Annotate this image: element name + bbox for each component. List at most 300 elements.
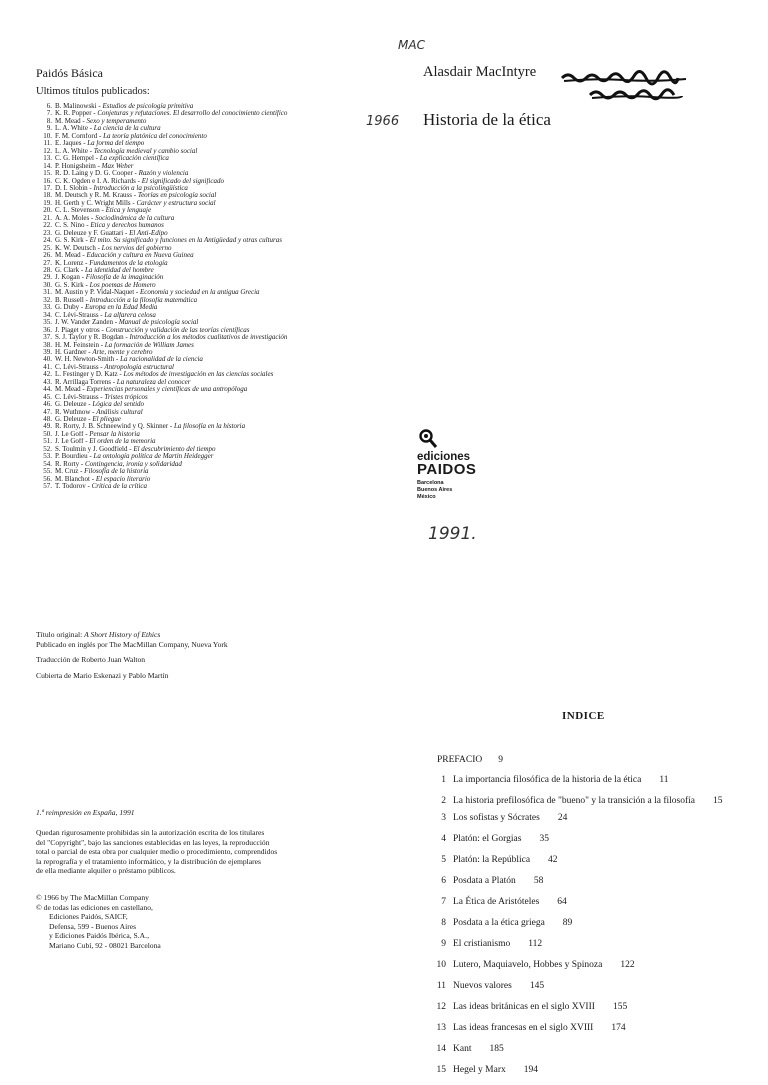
toc-chapter-title: La importancia filosófica de la historia de la ética 11 bbox=[453, 775, 669, 785]
title-list-item bbox=[38, 282, 378, 289]
copyright-line: y Ediciones Paidós Ibérica, S.A., bbox=[49, 931, 149, 940]
title-number: 54. bbox=[43, 460, 52, 468]
title-list-item bbox=[38, 371, 378, 378]
title-name: El descubrimiento del tiempo bbox=[133, 445, 216, 453]
title-name: La identidad del hombre bbox=[84, 266, 154, 274]
copyright-line: © 1966 by The MacMillan Company bbox=[36, 893, 149, 902]
title-author: L. A. White - bbox=[55, 125, 93, 133]
title-list-item bbox=[38, 207, 378, 214]
title-author: M. Cruz - bbox=[55, 468, 83, 476]
title-author: K. Lorenz - bbox=[55, 259, 88, 267]
title-list-item bbox=[38, 200, 378, 207]
title-list-item bbox=[38, 364, 378, 371]
toc-entry bbox=[430, 875, 750, 887]
publisher-name-line2: PAIDOS bbox=[417, 461, 477, 478]
title-number: 57. bbox=[43, 483, 52, 491]
toc-preface-label: PREFACIO bbox=[437, 755, 483, 765]
toc-chapter-title: Hegel y Marx 194 bbox=[453, 1065, 539, 1075]
title-name: Experiencias personales y científicas de una antropóloga bbox=[86, 386, 248, 394]
title-number: 9. bbox=[46, 125, 52, 133]
title-number: 26. bbox=[43, 252, 52, 260]
title-author: J. Kogan - bbox=[55, 274, 84, 282]
handwritten-note-top: MAC bbox=[398, 38, 425, 52]
title-list-item bbox=[38, 423, 378, 430]
toc-page-number: 42 bbox=[548, 855, 558, 865]
rights-line: Quedan rigurosamente prohibidas sin la autorización escrita de los titulares bbox=[36, 828, 265, 837]
toc-page-number: 64 bbox=[557, 897, 567, 907]
title-author: T. Todorov - bbox=[55, 483, 90, 491]
title-list-item bbox=[38, 185, 378, 192]
title-author: R. Wuthnow - bbox=[55, 408, 95, 416]
title-name: Estudios de psicología primitiva bbox=[102, 103, 194, 110]
title-number: 8. bbox=[46, 117, 52, 125]
toc-chapter-number: 14 bbox=[436, 1044, 446, 1054]
published-titles-list bbox=[38, 103, 378, 491]
title-number: 39. bbox=[43, 348, 52, 356]
title-number: 44. bbox=[43, 386, 52, 394]
title-list-item bbox=[38, 289, 378, 296]
cover-line: Cubierta de Mario Eskenazi y Pablo Martín bbox=[36, 670, 169, 680]
title-number: 48. bbox=[43, 416, 52, 424]
title-number: 53. bbox=[43, 453, 52, 461]
title-list-item bbox=[38, 133, 378, 140]
toc-page-number: 194 bbox=[523, 1065, 539, 1075]
title-list-item bbox=[38, 476, 378, 483]
title-author: H. Gardner - bbox=[55, 348, 91, 356]
title-author: C. G. Hempel - bbox=[55, 155, 98, 163]
title-author: C. K. Ogden e I. A. Richards - bbox=[55, 177, 140, 185]
title-list-item bbox=[38, 483, 378, 490]
rights-line: total o parcial de esta obra por cualquier medio o procedimiento, comprendidos bbox=[36, 847, 278, 856]
title-author: P. Bourdieu - bbox=[55, 453, 92, 461]
title-author: G. S. Kirk - bbox=[55, 281, 88, 289]
title-number: 29. bbox=[43, 274, 52, 282]
title-author: H. Gerth y C. Wright Mills - bbox=[55, 199, 135, 207]
title-name: El pliegue bbox=[92, 416, 121, 424]
title-author: F. M. Cornford - bbox=[55, 132, 102, 140]
title-author: M. Mead - bbox=[55, 386, 85, 394]
toc-chapter-title: Las ideas británicas en el siglo XVIII 155 bbox=[453, 1002, 628, 1012]
toc-chapter-title: El cristianismo 112 bbox=[453, 939, 543, 949]
title-list-item bbox=[38, 297, 378, 304]
title-name: Max Weber bbox=[101, 162, 134, 170]
title-author: C. Lévi-Strauss - bbox=[55, 363, 103, 371]
title-author: J. Le Goff - bbox=[55, 438, 88, 446]
title-list-item bbox=[38, 267, 378, 274]
title-author: M. Mead - bbox=[55, 252, 85, 260]
title-name: Conjeturas y refutaciones. El desarrollo del conocimiento científico bbox=[97, 110, 288, 118]
title-name: Filosofía de la imaginación bbox=[85, 274, 164, 282]
toc-entry bbox=[430, 1064, 750, 1076]
title-author: W. H. Newton-Smith - bbox=[55, 356, 119, 364]
title-author: R. Rorty, J. B. Schneewind y Q. Skinner - bbox=[55, 423, 173, 431]
title-author: J. Le Goff - bbox=[55, 430, 88, 438]
title-list-item bbox=[38, 252, 378, 259]
title-number: 10. bbox=[43, 132, 52, 140]
title-name: Introducción a la filosofía matemática bbox=[89, 296, 198, 304]
title-number: 37. bbox=[43, 334, 52, 342]
title-list-item bbox=[38, 356, 378, 363]
title-number: 14. bbox=[43, 162, 52, 170]
title-number: 24. bbox=[43, 237, 52, 245]
title-name: Contingencia, ironía y solidaridad bbox=[84, 460, 182, 468]
toc-page-number: 112 bbox=[528, 939, 543, 949]
toc-entry bbox=[430, 774, 750, 786]
toc-chapter-title: La historia prefilosófica de "bueno" y la transición a la filosofía 15 bbox=[453, 796, 723, 806]
copyright-block bbox=[36, 893, 161, 950]
title-author: M. Austin y P. Vidal-Naquet - bbox=[55, 289, 139, 297]
title-number: 45. bbox=[43, 393, 52, 401]
original-title-line: Título original: A Short History of Ethics bbox=[36, 630, 161, 639]
title-name: Tristes trópicos bbox=[104, 393, 148, 401]
title-list-item bbox=[38, 312, 378, 319]
toc-entry bbox=[430, 1043, 750, 1055]
title-number: 35. bbox=[43, 319, 52, 327]
title-name: Análisis cultural bbox=[96, 408, 143, 416]
title-author: J. W. Vander Zanden - bbox=[55, 319, 118, 327]
title-name: Razón y violencia bbox=[138, 170, 189, 178]
title-number: 56. bbox=[43, 475, 52, 483]
title-name: El mito. Su significado y funciones en la Antigüedad y otras culturas bbox=[89, 237, 282, 245]
copyright-line: Mariano Cubí, 92 - 08021 Barcelona bbox=[49, 940, 161, 950]
title-author: R. Rorty - bbox=[55, 460, 84, 468]
toc-chapter-number: 11 bbox=[436, 981, 446, 991]
title-author: D. I. Slobin - bbox=[55, 184, 92, 192]
title-name: Introducción a los métodos cualitativos de investigación bbox=[129, 334, 288, 342]
title-list-item bbox=[38, 110, 378, 117]
toc-entry bbox=[430, 938, 750, 950]
toc-page-number: 185 bbox=[489, 1044, 504, 1054]
published-in-line: Publicado en inglés por The MacMillan Company, Nueva York bbox=[36, 639, 228, 649]
title-number: 18. bbox=[43, 192, 52, 200]
title-list-item bbox=[38, 334, 378, 341]
title-author: C. S. Nino - bbox=[55, 222, 89, 230]
title-list-item bbox=[38, 163, 378, 170]
title-number: 30. bbox=[43, 281, 52, 289]
title-list-item bbox=[38, 170, 378, 177]
title-author: J. Piaget y otros - bbox=[55, 326, 104, 334]
title-list-item bbox=[38, 304, 378, 311]
copyright-line: Defensa, 599 - Buenos Aires bbox=[49, 921, 137, 931]
publisher-name-line1: ediciones bbox=[417, 451, 471, 463]
title-list-item bbox=[38, 386, 378, 393]
title-list-item bbox=[38, 125, 378, 132]
series-title: Paidós Básica bbox=[36, 66, 103, 80]
title-author: L. Festinger y D. Katz - bbox=[55, 371, 122, 379]
title-list-item bbox=[38, 103, 378, 110]
title-number: 31. bbox=[43, 289, 52, 297]
toc-page-number: 58 bbox=[533, 876, 544, 886]
title-list-item bbox=[38, 327, 378, 334]
publisher-cities bbox=[417, 480, 497, 501]
toc-chapter-number: 9 bbox=[441, 939, 446, 949]
list-heading: Ultimos títulos publicados: bbox=[36, 86, 150, 97]
toc-chapter-title: Posdata a Platón 58 bbox=[453, 876, 544, 886]
toc-page-number: 122 bbox=[620, 960, 635, 970]
title-list-item bbox=[38, 461, 378, 468]
title-list-item bbox=[38, 155, 378, 162]
toc-chapter-title: La Ética de Aristóteles 64 bbox=[453, 897, 567, 907]
title-list-item bbox=[38, 245, 378, 252]
title-author: M. Blanchot - bbox=[55, 475, 95, 483]
title-list-item bbox=[38, 416, 378, 423]
toc-chapter-title: Lutero, Maquiavelo, Hobbes y Spinoza 122 bbox=[453, 960, 635, 970]
toc-chapter-number: 13 bbox=[436, 1023, 446, 1033]
title-author: A. A. Moles - bbox=[55, 214, 94, 222]
toc-entry bbox=[430, 854, 750, 866]
title-list-item bbox=[38, 349, 378, 356]
title-list-item bbox=[38, 342, 378, 349]
title-list-item bbox=[38, 260, 378, 267]
title-list-item bbox=[38, 274, 378, 281]
toc-chapter-number: 8 bbox=[441, 918, 446, 928]
title-list-item bbox=[38, 431, 378, 438]
title-number: 27. bbox=[43, 259, 52, 267]
toc-chapter-title: Kant 185 bbox=[453, 1044, 504, 1054]
title-name: Los métodos de investigación en las ciencias sociales bbox=[123, 371, 274, 379]
title-name: Carácter y estructura social bbox=[136, 199, 216, 207]
toc-page-number: 89 bbox=[562, 918, 573, 928]
title-number: 20. bbox=[43, 207, 52, 215]
title-author: G. Clark - bbox=[55, 266, 84, 274]
title-author: G. Duby - bbox=[55, 304, 84, 312]
title-number: 41. bbox=[43, 363, 52, 371]
toc-chapter-number: 2 bbox=[441, 796, 446, 806]
title-author: B. Malinowski - bbox=[55, 103, 101, 110]
title-author: R. Arrillaga Torrens - bbox=[55, 378, 116, 386]
toc-preface-page: 9 bbox=[498, 755, 503, 765]
title-author: E. Jaques - bbox=[55, 140, 86, 148]
title-author: C. Lévi-Strauss - bbox=[55, 311, 103, 319]
title-list-item bbox=[38, 379, 378, 386]
toc-page-number: 15 bbox=[713, 796, 723, 806]
title-number: 38. bbox=[43, 341, 52, 349]
title-number: 36. bbox=[43, 326, 52, 334]
toc-entry bbox=[430, 917, 750, 929]
toc-entry bbox=[430, 980, 750, 992]
toc-entry bbox=[430, 795, 750, 807]
title-name: La naturaleza del conocer bbox=[116, 378, 191, 386]
title-list-item bbox=[38, 394, 378, 401]
title-number: 22. bbox=[43, 222, 52, 230]
publisher-city: Buenos Aires bbox=[417, 487, 453, 493]
toc-entry bbox=[430, 812, 750, 824]
title-name: Educación y cultura en Nueva Guinea bbox=[86, 252, 194, 260]
title-name: Lógica del sentido bbox=[92, 401, 145, 409]
title-number: 55. bbox=[43, 468, 52, 476]
rights-notice bbox=[36, 828, 366, 876]
toc-chapter-title: Nuevos valores 145 bbox=[453, 981, 545, 991]
title-list-item bbox=[38, 409, 378, 416]
toc-chapter-title: Los sofistas y Sócrates 24 bbox=[453, 813, 568, 823]
title-number: 52. bbox=[43, 445, 52, 453]
title-author: K. W. Deutsch - bbox=[55, 244, 100, 252]
title-list-item bbox=[38, 401, 378, 408]
toc-chapter-number: 3 bbox=[441, 813, 446, 823]
toc-chapter-title: Posdata a la ética griega 89 bbox=[453, 918, 573, 928]
toc-page-number: 145 bbox=[529, 981, 545, 991]
title-name: Los nervios del gobierno bbox=[101, 244, 172, 252]
title-list-item bbox=[38, 453, 378, 460]
title-name: La ciencia de la cultura bbox=[93, 125, 161, 133]
title-author: L. A. White - bbox=[55, 147, 93, 155]
title-name: Arte, mente y cerebro bbox=[92, 348, 153, 356]
publisher-logo-icon bbox=[417, 428, 439, 450]
title-number: 15. bbox=[43, 170, 52, 178]
title-author: S. Toulmin y J. Goodfield - bbox=[55, 445, 132, 453]
title-author: C. Lévi-Strauss - bbox=[55, 393, 103, 401]
title-name: Filosofía de la historia bbox=[84, 468, 149, 476]
toc-entry bbox=[430, 896, 750, 908]
title-number: 11. bbox=[43, 140, 52, 148]
handwritten-year-note: 1966 bbox=[366, 114, 400, 129]
book-author: Alasdair MacIntyre bbox=[423, 64, 537, 80]
publisher-imprint bbox=[417, 428, 497, 501]
title-list-item bbox=[38, 148, 378, 155]
toc-page-number: 174 bbox=[611, 1023, 626, 1033]
title-number: 16. bbox=[43, 177, 52, 185]
title-name: La ontología política de Martin Heidegger bbox=[93, 453, 214, 461]
toc-page-number: 24 bbox=[557, 813, 568, 823]
table-of-contents bbox=[430, 774, 750, 1085]
title-name: La explicación científica bbox=[99, 155, 169, 163]
toc-chapter-title: Las ideas francesas en el siglo XVIII 174 bbox=[453, 1023, 626, 1033]
rights-line: la reprografía y el tratamiento informático, y la distribución de ejemplares bbox=[36, 856, 261, 866]
toc-entry bbox=[430, 833, 750, 845]
title-author: S. J. Taylor y R. Bogdan - bbox=[55, 334, 128, 342]
toc-preface bbox=[437, 755, 503, 765]
title-list-item bbox=[38, 178, 378, 185]
title-name: Introducción a la psicolingüística bbox=[93, 184, 188, 192]
title-name: La filosofía en la historia bbox=[173, 423, 246, 431]
toc-chapter-number: 5 bbox=[441, 855, 446, 865]
title-name: Ética y lenguaje bbox=[105, 207, 152, 215]
title-number: 34. bbox=[43, 311, 52, 319]
title-list-item bbox=[38, 222, 378, 229]
title-author: C. L. Stevenson - bbox=[55, 207, 104, 215]
title-number: 40. bbox=[43, 356, 52, 364]
title-list-item bbox=[38, 438, 378, 445]
title-author: G. Deleuze - bbox=[55, 401, 91, 409]
title-list-item bbox=[38, 118, 378, 125]
title-author: K. R. Popper - bbox=[55, 110, 96, 118]
title-number: 13. bbox=[43, 155, 52, 163]
title-name: Teorías en psicología social bbox=[137, 192, 217, 200]
toc-page-number: 11 bbox=[659, 775, 669, 785]
title-number: 47. bbox=[43, 408, 52, 416]
title-author: G. S. Kirk - bbox=[55, 237, 88, 245]
title-number: 12. bbox=[43, 147, 52, 155]
title-number: 50. bbox=[43, 430, 52, 438]
title-list-item bbox=[38, 319, 378, 326]
rights-line: del "Copyright", bajo las sanciones establecidas en las leyes, la reproducción bbox=[36, 837, 270, 847]
title-name: La racionalidad de la ciencia bbox=[120, 356, 203, 364]
toc-chapter-title: Platón: el Gorgias 35 bbox=[453, 834, 549, 844]
title-author: P. Honigsheim - bbox=[55, 162, 100, 170]
title-name: Tecnología medieval y cambio social bbox=[93, 147, 198, 155]
title-author: H. M. Feinstein - bbox=[55, 341, 104, 349]
book-title: Historia de la ética bbox=[423, 110, 551, 129]
title-name: La forma del tiempo bbox=[87, 140, 145, 148]
title-number: 33. bbox=[43, 304, 52, 312]
toc-chapter-number: 4 bbox=[441, 834, 446, 844]
title-number: 23. bbox=[43, 229, 52, 237]
index-heading: INDICE bbox=[562, 710, 605, 722]
toc-chapter-number: 7 bbox=[441, 897, 446, 907]
title-name: Europa en la Edad Media bbox=[84, 304, 158, 312]
title-name: La alfarera celosa bbox=[104, 311, 156, 319]
title-name: Fundamentos de la etología bbox=[89, 259, 168, 267]
title-name: Ética y derechos humanos bbox=[90, 222, 164, 230]
title-name: Crítica de la crítica bbox=[91, 483, 148, 491]
toc-chapter-title: Platón: la República 42 bbox=[453, 855, 558, 865]
title-author: G. Deleuze - bbox=[55, 416, 91, 424]
publisher-city: México bbox=[417, 494, 436, 500]
scribble-mark bbox=[560, 68, 690, 104]
reprint-note: 1.ª reimpresión en España, 1991 bbox=[36, 808, 135, 817]
title-number: 17. bbox=[43, 184, 52, 192]
title-number: 6. bbox=[46, 103, 52, 110]
title-number: 49. bbox=[43, 423, 52, 431]
title-name: El significado del significado bbox=[141, 177, 224, 185]
title-number: 43. bbox=[43, 378, 52, 386]
toc-page-number: 35 bbox=[539, 834, 549, 844]
title-author: M. Deutsch y R. M. Krauss - bbox=[55, 192, 137, 200]
toc-chapter-number: 15 bbox=[436, 1065, 446, 1075]
title-list-item bbox=[38, 192, 378, 199]
credits-block bbox=[36, 630, 228, 680]
title-number: 42. bbox=[43, 371, 52, 379]
toc-chapter-number: 10 bbox=[436, 960, 446, 970]
title-author: R. D. Laing y D. G. Cooper - bbox=[55, 170, 137, 178]
title-name: La teoría platónica del conocimiento bbox=[103, 132, 207, 140]
handwritten-publication-year: 1991. bbox=[428, 524, 477, 544]
title-name: Sexo y temperamento bbox=[86, 117, 147, 125]
toc-chapter-number: 6 bbox=[441, 876, 446, 886]
title-list-item bbox=[38, 468, 378, 475]
rights-line: de ella mediante alquiler o préstamo públicos. bbox=[36, 866, 176, 875]
title-name: El espacio literario bbox=[95, 475, 151, 483]
title-number: 32. bbox=[43, 296, 52, 304]
title-name: Antropología estructural bbox=[104, 363, 174, 371]
title-list-item bbox=[38, 446, 378, 453]
title-list-item bbox=[38, 237, 378, 244]
toc-entry bbox=[430, 1001, 750, 1013]
title-number: 46. bbox=[43, 401, 52, 409]
copyright-line: © de todas las ediciones en castellano, bbox=[36, 902, 153, 912]
title-list-item bbox=[38, 140, 378, 147]
title-author: M. Mead - bbox=[55, 117, 85, 125]
title-number: 51. bbox=[43, 438, 52, 446]
translation-line: Traducción de Roberto Juan Walton bbox=[36, 655, 146, 664]
title-number: 7. bbox=[46, 110, 52, 118]
title-author: G. Deleuze y F. Guattari - bbox=[55, 229, 128, 237]
title-name: La formación de William James bbox=[104, 341, 194, 349]
title-name: Economía y sociedad en la antigua Grecia bbox=[140, 289, 260, 297]
toc-chapter-number: 12 bbox=[436, 1002, 446, 1012]
copyright-line: Ediciones Paidós, SAICF, bbox=[49, 912, 128, 921]
title-number: 21. bbox=[43, 214, 52, 222]
title-list-item bbox=[38, 215, 378, 222]
title-name: El orden de la memoria bbox=[89, 438, 156, 446]
title-author: B. Russell - bbox=[55, 296, 88, 304]
toc-entry bbox=[430, 959, 750, 971]
title-name: Manual de psicología social bbox=[118, 319, 199, 327]
toc-chapter-number: 1 bbox=[441, 775, 446, 785]
title-name: Construcción y validación de las teorías científicas bbox=[105, 326, 250, 334]
title-name: Sociodinámica de la cultura bbox=[95, 214, 175, 222]
publisher-city: Barcelona bbox=[417, 480, 444, 486]
